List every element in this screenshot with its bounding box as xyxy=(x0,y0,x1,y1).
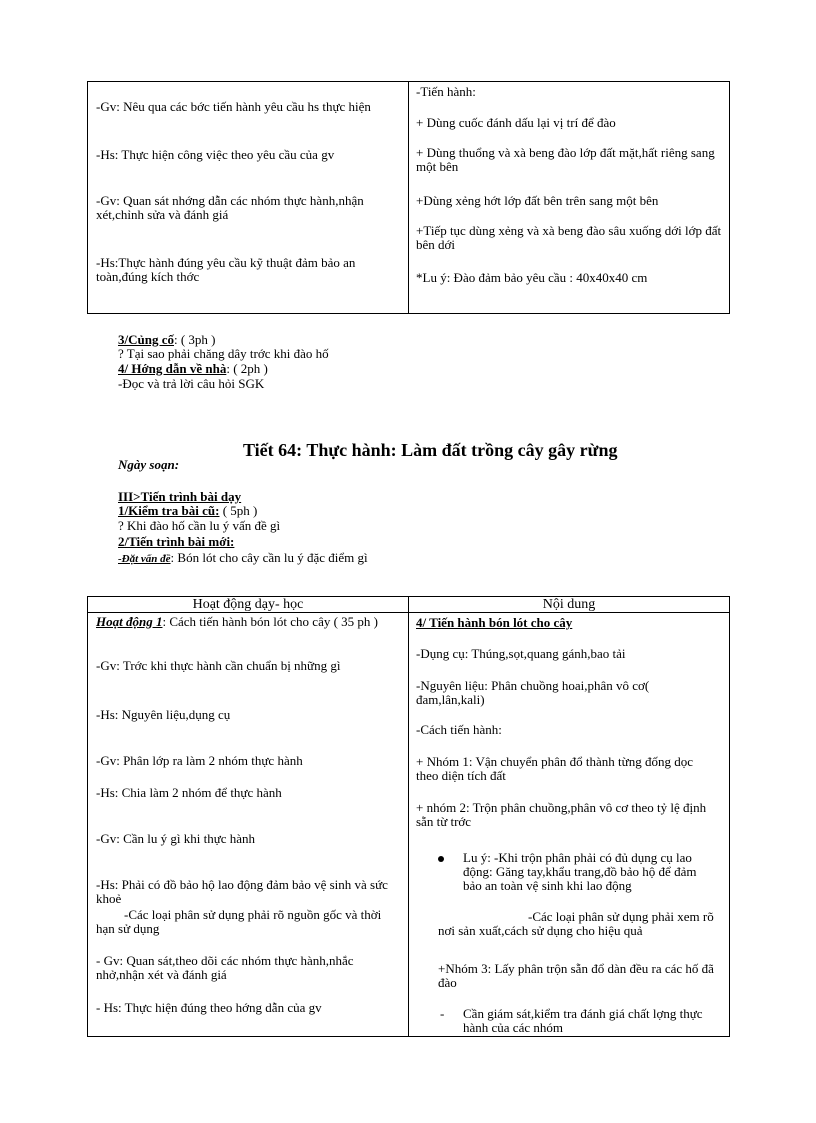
t1-right-2: + Dùng cuốc đánh dấu lại vị trí để đào xyxy=(416,115,616,130)
issue-rest: : Bón lót cho cây cần lu ý đặc điểm gì xyxy=(170,550,368,565)
check-line xyxy=(118,504,257,518)
t1-right-5: +Tiếp tục dùng xẻng và xà beng đào sâu xuống dới lớp đất bên dới xyxy=(416,223,722,252)
t1-left-2: -Hs: Thực hiện công việc theo yêu cầu của gv xyxy=(96,147,335,162)
date-label: Ngày soạn: xyxy=(118,457,180,472)
t2-activity-rest: : Cách tiến hành bón lót cho cây ( 35 ph ) xyxy=(162,614,378,629)
home-heading: 4/ Hớng dẫn về nhà xyxy=(118,361,227,376)
check-heading: 1/Kiểm tra bài cũ: xyxy=(118,503,220,518)
lesson-title: Tiết 64: Thực hành: Làm đất trồng cây gây rừng xyxy=(243,440,618,460)
check-rest: ( 5ph ) xyxy=(219,503,258,518)
t2-left-2: -Hs: Nguyên liệu,dụng cụ xyxy=(96,707,231,722)
table-2-header-divider xyxy=(88,612,729,613)
check-question: ? Khi đào hố cần lu ý vấn đề gì xyxy=(118,518,281,533)
table-2-divider xyxy=(408,597,409,1036)
t1-left-1: -Gv: Nêu qua các bớc tiến hành yêu cầu hs thực hiện xyxy=(96,99,371,114)
t2-left-4: -Hs: Chia làm 2 nhóm để thực hành xyxy=(96,785,282,800)
new-lesson-heading: 2/Tiến trình bài mới: xyxy=(118,534,235,549)
t2-right-3: -Cách tiến hành: xyxy=(416,722,502,737)
dash-marker: - xyxy=(440,1006,445,1021)
issue-heading: -Đặt vấn đề xyxy=(118,553,171,565)
t2-right-last: Cần giám sát,kiểm tra đánh giá chất lợng thực hành của các nhóm xyxy=(463,1006,703,1035)
t1-right-3: + Dùng thuổng và xà beng đào lớp đất mặt,hất riêng sang một bên xyxy=(416,145,715,174)
review-heading-rest: : ( 3ph ) xyxy=(173,332,216,347)
home-text: -Đọc và trả lời câu hỏi SGK xyxy=(118,376,265,391)
issue-line xyxy=(118,551,368,566)
t2-right-4: + Nhóm 1: Vận chuyển phân đổ thành từng đống dọc theo diện tích đất xyxy=(416,754,693,783)
t1-left-3: -Gv: Quan sát nhớng dẫn các nhóm thực hành,nhận xét,chỉnh sửa và đánh giá xyxy=(96,193,364,222)
process-heading: III>Tiến trình bài dạy xyxy=(118,489,242,504)
table-2 xyxy=(87,596,730,1037)
t2-header-left: Hoạt động dạy- học xyxy=(192,597,304,612)
review-question: ? Tại sao phải chăng dây trớc khi đào hố xyxy=(118,346,329,361)
table-1 xyxy=(87,81,730,314)
review-line xyxy=(118,333,216,347)
t2-activity-heading: Hoạt động 1 xyxy=(96,614,163,629)
t2-left-3: -Gv: Phân lớp ra làm 2 nhóm thực hành xyxy=(96,753,303,768)
t2-right-heading: 4/ Tiến hành bón lót cho cây xyxy=(416,615,573,630)
t2-left-8: - Gv: Quan sát,theo dõi các nhóm thực hành,nhắc nhở,nhận xét và đánh giá xyxy=(96,953,354,982)
t2-left-1: -Gv: Trớc khi thực hành cần chuẩn bị những gì xyxy=(96,658,341,673)
home-heading-rest: : ( 2ph ) xyxy=(226,361,268,376)
table-1-divider xyxy=(408,82,409,313)
t2-left-6: -Hs: Phải có đồ bảo hộ lao động đảm bảo vệ sinh và sức khoẻ xyxy=(96,877,388,906)
home-line xyxy=(118,362,268,376)
t2-right-group3: +Nhóm 3: Lấy phân trộn sẵn đổ dàn đều ra các hố đã đào xyxy=(438,961,714,990)
t1-left-4: -Hs:Thực hành đúng yêu cầu kỹ thuật đảm bảo an toàn,đúng kích thớc xyxy=(96,255,356,284)
t2-right-note-2: -Các loại phân sử dụng phải xem rõ nơi sản xuất,cách sử dụng cho hiệu quả xyxy=(438,909,714,938)
t1-right-1: -Tiến hành: xyxy=(416,84,476,99)
t2-left-5: -Gv: Cần lu ý gì khi thực hành xyxy=(96,831,256,846)
t2-right-5: + nhóm 2: Trộn phân chuồng,phân vô cơ theo tỷ lệ định sẵn từ trớc xyxy=(416,800,707,829)
t2-left-7: -Các loại phân sử dụng phải rõ nguồn gốc và thời hạn sử dụng xyxy=(96,907,382,936)
t2-right-1: -Dụng cụ: Thúng,sọt,quang gánh,bao tải xyxy=(416,646,626,661)
t1-right-6: *Lu ý: Đào đảm bảo yêu cầu : 40x40x40 cm xyxy=(416,270,648,285)
t2-left-9: - Hs: Thực hiện đúng theo hớng dẫn của gv xyxy=(96,1000,322,1015)
bullet-icon xyxy=(438,856,444,862)
t1-right-4: +Dùng xẻng hớt lớp đất bên trên sang một bên xyxy=(416,193,659,208)
t2-activity xyxy=(96,615,401,629)
t2-header-right: Nội dung xyxy=(542,597,596,612)
t2-right-note: Lu ý: -Khi trộn phân phải có đủ dụng cụ lao động: Găng tay,khẩu trang,đồ bảo hộ để đảm bảo an toàn vệ sinh khi lao động xyxy=(463,850,697,893)
t2-right-2: -Nguyên liệu: Phân chuồng hoai,phân vô cơ( đam,lân,kali) xyxy=(416,678,650,707)
review-heading: 3/Củng cố xyxy=(118,332,174,347)
